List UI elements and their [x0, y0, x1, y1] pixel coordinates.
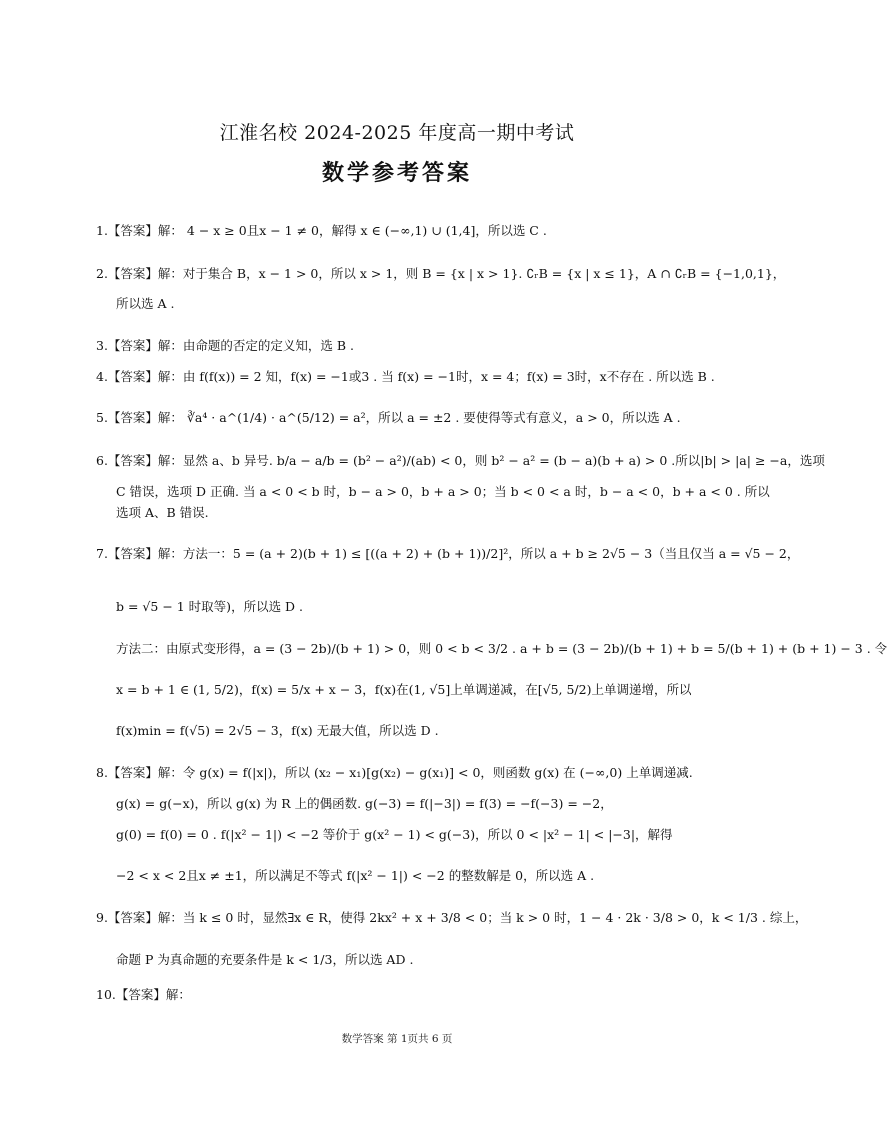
- answer-6-line-3: 选项 A、B 错误.: [116, 505, 209, 520]
- answer-7-method-2-line-1: 方法二：由原式变形得，a = (3 − 2b)/(b + 1) > 0，则 0 < b < 3/2 . a + b = (3 − 2b)/(b + 1) + b = 5/(b + 1) + (b + 1) − 3 . 令: [116, 641, 887, 656]
- answer-7-method-2-line-2: x = b + 1 ∈ (1, 5/2)，f(x) = 5/x + x − 3，f(x)在(1, √5]上单调递减，在[√5, 5/2)上单调递增，所以: [116, 682, 692, 697]
- answer-9-line-2: 命题 P 为真命题的充要条件是 k < 1/3，所以选 AD .: [116, 952, 414, 967]
- answer-10: 10.【答案】解：: [96, 987, 191, 1002]
- answer-5: 5.【答案】解： ∛a⁴ · a^(1/4) · a^(5/12) = a²，所以 a = ±2 . 要使得等式有意义，a > 0，所以选 A .: [96, 410, 681, 425]
- exam-title: 江淮名校 2024-2025 年度高一期中考试: [219, 122, 575, 144]
- answer-7-method-2-line-3: f(x)min = f(√5) = 2√5 − 3，f(x) 无最大值，所以选 D .: [116, 723, 439, 738]
- answer-8-line-4: −2 < x < 2且x ≠ ±1，所以满足不等式 f(|x² − 1|) < −2 的整数解是 0，所以选 A .: [116, 868, 595, 883]
- answer-6-line-1: 6.【答案】解：显然 a、b 异号. b/a − a/b = (b² − a²)/(ab) < 0，则 b² − a² = (b − a)(b + a) > 0 .所以|b| > |a| ≥ −a，选项: [96, 453, 825, 468]
- answer-7-line-2: b = √5 − 1 时取等)，所以选 D .: [116, 599, 304, 614]
- answer-key-title: 数学参考答案: [321, 160, 472, 186]
- answer-2-line-1: 2.【答案】解：对于集合 B，x − 1 > 0，所以 x > 1，则 B = {x | x > 1}. ∁ᵣB = {x | x ≤ 1}，A ∩ ∁ᵣB = {−1,0,1}，: [96, 266, 786, 281]
- answer-8-line-3: g(0) = f(0) = 0 . f(|x² − 1|) < −2 等价于 g(x² − 1) < g(−3)，所以 0 < |x² − 1| < |−3|，解得: [116, 827, 673, 842]
- answer-9-line-1: 9.【答案】解：当 k ≤ 0 时，显然∃x ∈ R，使得 2kx² + x + 3/8 < 0；当 k > 0 时，1 − 4 · 2k · 3/8 > 0，k < 1/3 . 综上，: [96, 910, 808, 925]
- page-footer: 数学答案 第 1页共 6 页: [341, 1033, 453, 1045]
- answer-3: 3.【答案】解：由命题的否定的定义知，选 B .: [96, 338, 355, 353]
- answer-8-line-1: 8.【答案】解：令 g(x) = f(|x|)，所以 (x₂ − x₁)[g(x₂) − g(x₁)] < 0，则函数 g(x) 在 (−∞,0) 上单调递减.: [96, 765, 693, 780]
- answer-8-line-2: g(x) = g(−x)，所以 g(x) 为 R 上的偶函数. g(−3) = f(|−3|) = f(3) = −f(−3) = −2，: [116, 796, 613, 811]
- answer-4: 4.【答案】解：由 f(f(x)) = 2 知，f(x) = −1或3 . 当 f(x) = −1时，x = 4；f(x) = 3时，x不存在 . 所以选 B .: [96, 369, 715, 384]
- answer-2-line-2: 所以选 A .: [116, 296, 175, 311]
- answer-6-line-2: C 错误，选项 D 正确. 当 a < 0 < b 时，b − a > 0，b + a > 0；当 b < 0 < a 时，b − a < 0，b + a < 0 . 所以: [116, 484, 770, 499]
- answer-7-line-1: 7.【答案】解：方法一：5 = (a + 2)(b + 1) ≤ [((a + 2) + (b + 1))/2]²，所以 a + b ≥ 2√5 − 3（当且仅当 a = √5 − 2，: [96, 546, 800, 561]
- answer-1: 1.【答案】解： 4 − x ≥ 0且x − 1 ≠ 0，解得 x ∈ (−∞,1) ∪ (1,4]，所以选 C .: [96, 223, 547, 238]
